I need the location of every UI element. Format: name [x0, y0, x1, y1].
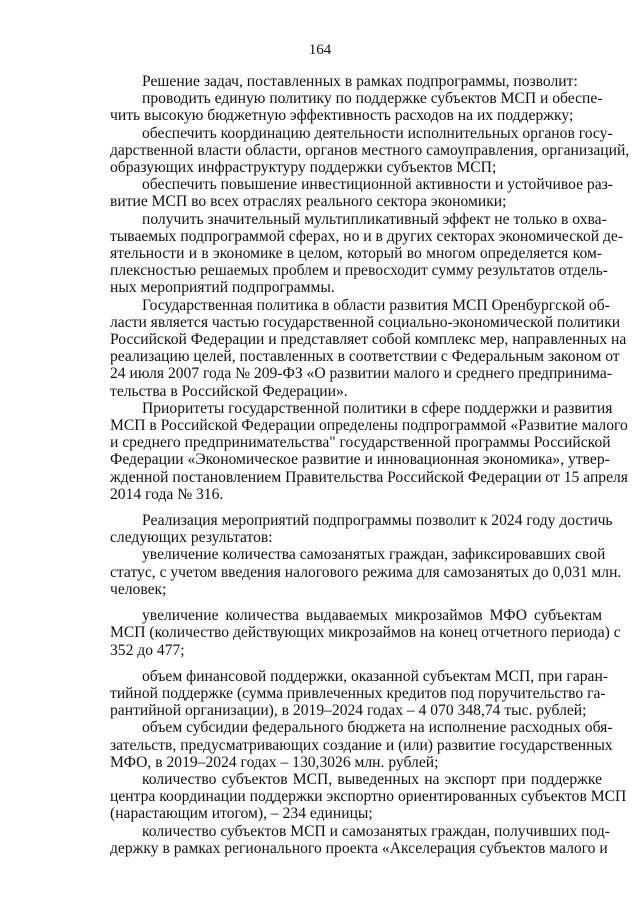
text-line: жденной постановлением Правительства Российской Федерации от 15 апреля: [110, 468, 628, 486]
text-line: объем субсидии федерального бюджета на исполнение расходных обя-: [142, 719, 613, 737]
paragraph: [110, 296, 627, 400]
text-line: Реализация мероприятий подпрограммы позволит к 2024 году достичь: [142, 512, 613, 530]
text-line: МСП (количество действующих микрозаймов на конец отчетного периода) с: [110, 624, 621, 642]
text-line: статус, с учетом введения налогового режима для самозанятых до 0,031 млн.: [110, 563, 622, 581]
paragraph: [110, 210, 624, 297]
text-line: объем финансовой поддержки, оказанной субъектам МСП, при гаран-: [142, 667, 608, 685]
text-line: ных мероприятий подпрограммы.: [110, 279, 335, 297]
text-line: тываемых подпрограммой сферах, но и в других секторах экономической де-: [110, 227, 624, 245]
text-line: 24 июля 2007 года № 209-ФЗ «О развитии малого и среднего предпринима-: [110, 365, 613, 383]
text-line: человек;: [110, 580, 167, 598]
text-line: ласти является частью государственной социально-экономической политики: [110, 313, 621, 331]
text-line: держку в рамках регионального проекта «Акселерация субъектов малого и: [110, 839, 608, 857]
text-line: 2014 года № 316.: [110, 485, 224, 503]
text-line: получить значительный мультипликативный эффект не только в охва-: [142, 210, 607, 228]
text-line: обеспечить повышение инвестиционной активности и устойчивое раз-: [142, 176, 613, 194]
text-line: тельства в Российской Федерации».: [110, 382, 348, 400]
page-number: 164: [308, 42, 332, 58]
paragraph: [110, 512, 613, 547]
text-line: Федерации «Экономическое развитие и инновационная экономика», утвер-: [110, 451, 610, 469]
text-line: МСП в Российской Федерации определены подпрограммой «Развитие малого: [110, 417, 628, 435]
text-line: МФО, в 2019–2024 годах – 130,3026 млн. рублей;: [110, 753, 439, 771]
body-text: [110, 73, 630, 857]
text-line: следующих результатов:: [110, 529, 273, 547]
text-line: плексностью решаемых проблем и превосходит сумму результатов отдель-: [110, 262, 608, 280]
text-line: тийной поддержке (сумма привлеченных кредитов под поручительство га-: [110, 684, 606, 702]
text-line: Государственная политика в области развития МСП Оренбургской об-: [142, 296, 610, 314]
text-line: чить высокую бюджетную эффективность расходов на их поддержку;: [110, 107, 574, 125]
text-line: количество субъектов МСП и самозанятых граждан, получивших под-: [142, 822, 610, 840]
text-line: увеличение количества самозанятых граждан, зафиксировавших свой: [142, 546, 606, 564]
paragraph: [110, 822, 610, 857]
paragraph: [110, 546, 622, 598]
text-line: увеличение количества выдаваемых микрозаймов МФО субъектам: [142, 607, 602, 625]
text-line: 352 до 477;: [110, 641, 185, 659]
text-line: количество субъектов МСП, выведенных на экспорт при поддержке: [142, 770, 602, 788]
text-line: реализацию целей, поставленных в соответствии с Федеральным законом от: [110, 348, 620, 366]
text-line: проводить единую политику по поддержке субъектов МСП и обеспе-: [142, 90, 603, 108]
text-line: рантийной организации), в 2019–2024 годах – 4 070 348,74 тыс. рублей;: [110, 702, 587, 720]
text-line: образующих инфраструктуру поддержки субъектов МСП;: [110, 159, 497, 177]
text-line: зательств, предусматривающих создание и (или) развитие государственных: [110, 736, 613, 754]
paragraph: [110, 719, 613, 771]
paragraph: [110, 607, 621, 659]
paragraph: [110, 770, 627, 823]
text-line: обеспечить координацию деятельности исполнительных органов госу-: [142, 124, 613, 142]
paragraph: [110, 399, 628, 503]
text-line: и среднего предпринимательства" государственной программы Российской: [110, 434, 611, 452]
text-line: центра координации поддержки экспортно ориентированных субъектов МСП: [110, 788, 627, 806]
text-line: витие МСП во всех отраслях реального сектора экономики;: [110, 193, 507, 211]
paragraph: [110, 124, 630, 177]
text-line: (нарастающим итогом), – 234 единицы;: [110, 805, 373, 823]
paragraph: [110, 73, 602, 90]
text-line: дарственной власти области, органов местного самоуправления, организаций,: [110, 141, 630, 159]
text-line: Решение задач, поставленных в рамках подпрограммы, позволит:: [142, 73, 578, 90]
paragraph: [110, 176, 613, 211]
text-line: ятельности и в экономике в целом, который во многом определяется ком-: [110, 245, 602, 263]
paragraph: [110, 90, 602, 124]
paragraph: [110, 667, 608, 720]
text-line: Приоритеты государственной политики в сфере поддержки и развития: [142, 399, 613, 417]
text-line: Российской Федерации и представляет собой комплекс мер, направленных на: [110, 331, 627, 349]
